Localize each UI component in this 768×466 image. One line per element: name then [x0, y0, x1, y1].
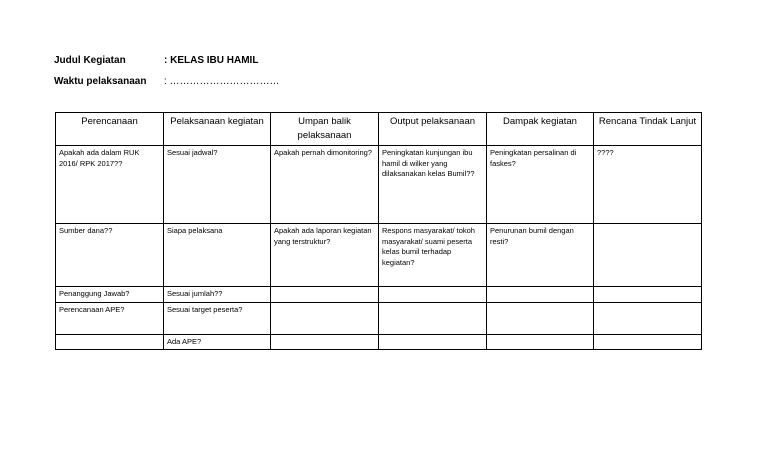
- table-cell: [271, 334, 379, 350]
- table-cell: ????: [594, 146, 702, 224]
- table-cell: Respons masyarakat/ tokoh masyarakat/ suami peserta kelas bumil terhadap kegiatan?: [379, 224, 487, 287]
- table-row: [56, 224, 702, 287]
- table-cell: Peningkatan kunjungan ibu hamil di wilker yang dilaksanakan kelas Bumil??: [379, 146, 487, 224]
- activity-title-label: Judul Kegiatan: [54, 55, 126, 66]
- table-cell: [56, 334, 164, 350]
- table-cell: Apakah ada dalam RUK 2016/ RPK 2017??: [56, 146, 164, 224]
- table-cell: Sesuai jumlah??: [164, 287, 271, 303]
- table-cell: Sumber dana??: [56, 224, 164, 287]
- column-header-output-pelaksanaan: Output pelaksanaan: [379, 113, 487, 146]
- table-cell: Sesuai jadwal?: [164, 146, 271, 224]
- table-header-row: [56, 113, 702, 146]
- table-cell: [379, 334, 487, 350]
- table-cell: [594, 302, 702, 334]
- column-header-pelaksanaan-kegiatan: Pelaksanaan kegiatan: [164, 113, 271, 146]
- implementation-time-value: : ……………………………: [164, 76, 280, 87]
- implementation-time-label: Waktu pelaksanaan: [54, 76, 147, 87]
- table-cell: [271, 287, 379, 303]
- table-cell: [379, 287, 487, 303]
- table-cell: [594, 334, 702, 350]
- column-header-perencanaan: Perencanaan: [56, 113, 164, 146]
- table-cell: Penurunan bumil dengan resti?: [487, 224, 594, 287]
- table-cell: Sesuai target peserta?: [164, 302, 271, 334]
- table-cell: [487, 287, 594, 303]
- table-cell: Apakah ada laporan kegiatan yang terstruktur?: [271, 224, 379, 287]
- table-row: [56, 334, 702, 350]
- activity-evaluation-table: [55, 112, 702, 350]
- table-cell: [271, 302, 379, 334]
- table-row: [56, 146, 702, 224]
- table-cell: [379, 302, 487, 334]
- table-cell: Siapa pelaksana: [164, 224, 271, 287]
- column-header-rencana-tindak-lanjut: Rencana Tindak Lanjut: [594, 113, 702, 146]
- table-cell: Perencanaan APE?: [56, 302, 164, 334]
- table-cell: Peningkatan persalinan di faskes?: [487, 146, 594, 224]
- column-header-dampak-kegiatan: Dampak kegiatan: [487, 113, 594, 146]
- table-row: [56, 287, 702, 303]
- table-row: [56, 302, 702, 334]
- table-cell: [487, 302, 594, 334]
- activity-title-value: : KELAS IBU HAMIL: [164, 55, 259, 66]
- table-cell: [594, 287, 702, 303]
- table-cell: [594, 224, 702, 287]
- table-cell: Ada APE?: [164, 334, 271, 350]
- column-header-umpan-balik: Umpan balik pelaksanaan: [271, 113, 379, 146]
- table-cell: Penanggung Jawab?: [56, 287, 164, 303]
- table-cell: Apakah pernah dimonitoring?: [271, 146, 379, 224]
- table-cell: [487, 334, 594, 350]
